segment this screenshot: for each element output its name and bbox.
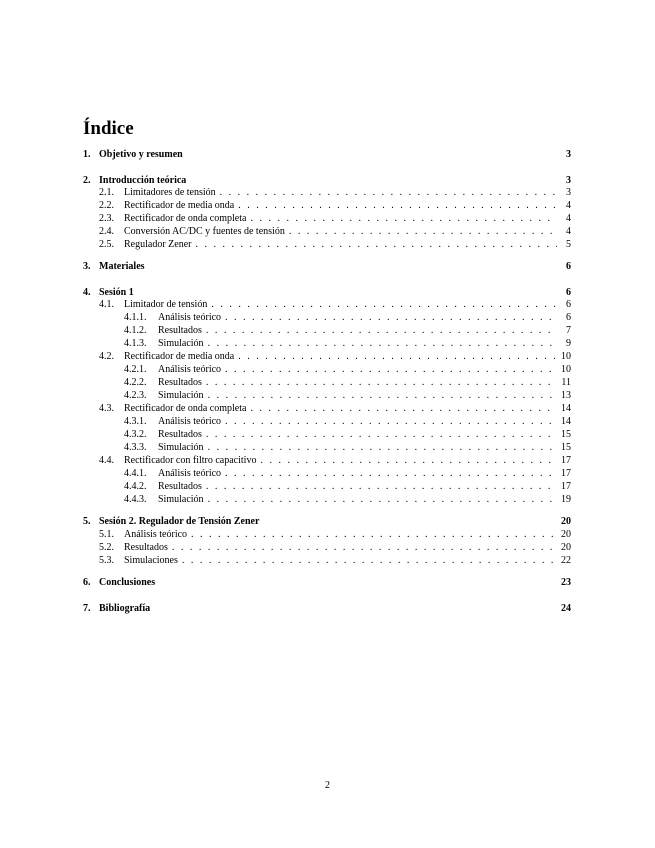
toc-entry-page: 19: [561, 494, 571, 505]
toc-entry-page: 10: [561, 364, 571, 375]
toc-entry-number: 4.1.: [99, 299, 114, 310]
toc-entry-label: Bibliografía: [99, 603, 151, 614]
toc-entry-number: 4.2.1.: [124, 364, 147, 375]
toc-entry-page: 4: [566, 200, 571, 211]
toc-entry-page: 5: [566, 239, 571, 250]
toc-entry-page: 17: [561, 481, 571, 492]
toc-leader-dots: [250, 402, 557, 415]
toc-entry-page: 14: [561, 416, 571, 427]
toc-entry-page: 3: [566, 187, 571, 198]
toc-entry-number: 5.: [83, 516, 91, 527]
toc-entry[interactable]: [83, 441, 571, 454]
toc-entry[interactable]: [83, 337, 571, 350]
toc-entry[interactable]: [83, 225, 571, 238]
toc-entry-label: Limitadores de tensión: [124, 187, 216, 198]
page-number: 2: [325, 780, 330, 791]
toc-entry-number: 4.1.2.: [124, 325, 147, 336]
toc-leader-dots: [172, 541, 557, 554]
toc-entry-number: 2.4.: [99, 226, 114, 237]
toc-entry-page: 4: [566, 213, 571, 224]
toc-entry[interactable]: [83, 298, 571, 311]
toc-entry-number: 2.3.: [99, 213, 114, 224]
toc-entry-number: 2.5.: [99, 239, 114, 250]
toc-entry-label: Resultados: [158, 377, 202, 388]
toc-leader-dots: [238, 350, 557, 363]
toc-entry-number: 2.1.: [99, 187, 114, 198]
toc-entry-number: 5.2.: [99, 542, 114, 553]
toc-entry[interactable]: [83, 528, 571, 541]
toc-entry-label: Regulador Zener: [124, 239, 192, 250]
toc-entry-number: 2.2.: [99, 200, 114, 211]
toc-entry-page: 23: [561, 577, 571, 588]
toc-entry-page: 9: [566, 338, 571, 349]
toc-leader-dots: [225, 363, 557, 376]
toc-entry-page: 7: [566, 325, 571, 336]
toc-entry-label: Análisis teórico: [158, 468, 222, 479]
toc-leader-dots: [208, 389, 557, 402]
toc-leader-dots: [206, 480, 557, 493]
toc-entry[interactable]: [83, 428, 571, 441]
toc-entry-label: Análisis teórico: [158, 416, 222, 427]
toc-entry-page: 6: [566, 261, 571, 272]
toc-entry[interactable]: [83, 467, 571, 480]
toc-entry-page: 13: [561, 390, 571, 401]
toc-entry-label: Análisis teórico: [124, 529, 188, 540]
toc-entry-label: Resultados: [158, 325, 202, 336]
toc-leader-dots: [211, 298, 557, 311]
toc-entry-page: 3: [566, 175, 571, 186]
toc-entry[interactable]: [83, 350, 571, 363]
toc-entry[interactable]: [83, 515, 571, 528]
toc-entry-label: Limitador de tensión: [124, 299, 208, 310]
toc-entry[interactable]: [83, 238, 571, 251]
toc-entry-label: Conclusiones: [99, 577, 156, 588]
toc-entry-number: 1.: [83, 149, 91, 160]
toc-entry[interactable]: [83, 148, 571, 161]
toc-entry-label: Introducción teórica: [99, 175, 187, 186]
toc-leader-dots: [289, 225, 557, 238]
toc-entry-label: Rectificador de onda completa: [124, 213, 247, 224]
toc-entry-page: 24: [561, 603, 571, 614]
toc-entry-page: 17: [561, 455, 571, 466]
toc-entry-label: Resultados: [124, 542, 168, 553]
toc-entry-number: 4.2.: [99, 351, 114, 362]
toc-entry[interactable]: [83, 602, 571, 615]
toc-leader-dots: [208, 337, 557, 350]
toc-leader-dots: [208, 493, 557, 506]
toc-entry-number: 4.2.3.: [124, 390, 147, 401]
toc-leader-dots: [195, 238, 557, 251]
toc-entry-page: 6: [566, 287, 571, 298]
toc-entry[interactable]: [83, 576, 571, 589]
toc-leader-dots: [238, 199, 557, 212]
toc-entry-number: 6.: [83, 577, 91, 588]
toc-leader-dots: [206, 376, 557, 389]
toc-entry-page: 4: [566, 226, 571, 237]
toc-entry-page: 20: [561, 542, 571, 553]
toc-leader-dots: [191, 528, 557, 541]
toc-entry[interactable]: [83, 260, 571, 273]
toc-entry-page: 14: [561, 403, 571, 414]
toc-entry-label: Materiales: [99, 261, 145, 272]
toc-entry-number: 5.1.: [99, 529, 114, 540]
toc-entry[interactable]: [83, 212, 571, 225]
toc-entry[interactable]: [83, 376, 571, 389]
toc-entry-page: 11: [561, 377, 571, 388]
toc-entry-label: Sesión 1: [99, 287, 134, 298]
toc-entry-label: Objetivo y resumen: [99, 149, 183, 160]
toc-entry-number: 4.4.3.: [124, 494, 147, 505]
toc-entry-label: Sesión 2. Regulador de Tensión Zener: [99, 516, 260, 527]
toc-entry-number: 4.1.3.: [124, 338, 147, 349]
toc-entry-page: 3: [566, 149, 571, 160]
toc-entry-label: Simulación: [158, 338, 204, 349]
toc-entry-number: 4.3.1.: [124, 416, 147, 427]
toc-entry-number: 4.1.1.: [124, 312, 147, 323]
toc-leader-dots: [182, 554, 557, 567]
toc-entry-number: 4.4.1.: [124, 468, 147, 479]
toc-entry-number: 4.3.: [99, 403, 114, 414]
toc-entry-label: Simulación: [158, 442, 204, 453]
toc-leader-dots: [206, 324, 557, 337]
toc-entry-page: 15: [561, 442, 571, 453]
toc-entry-label: Rectificador de onda completa: [124, 403, 247, 414]
toc-entry[interactable]: [83, 389, 571, 402]
toc-entry-page: 17: [561, 468, 571, 479]
toc-entry[interactable]: [83, 311, 571, 324]
toc-entry-page: 20: [561, 529, 571, 540]
toc-entry-number: 5.3.: [99, 555, 114, 566]
toc-leader-dots: [250, 212, 557, 225]
toc-entry-label: Rectificador de media onda: [124, 200, 235, 211]
toc-leader-dots: [225, 467, 557, 480]
toc-entry-page: 6: [566, 299, 571, 310]
toc-entry-number: 3.: [83, 261, 91, 272]
toc-entry[interactable]: [83, 324, 571, 337]
toc-entry[interactable]: [83, 454, 571, 467]
toc-entry[interactable]: [83, 480, 571, 493]
toc-leader-dots: [220, 186, 557, 199]
toc-entry-number: 4.3.3.: [124, 442, 147, 453]
toc-entry-page: 15: [561, 429, 571, 440]
toc-entry[interactable]: [83, 554, 571, 567]
toc-entry-number: 4.2.2.: [124, 377, 147, 388]
toc-entry[interactable]: [83, 186, 571, 199]
toc-entry-number: 4.: [83, 287, 91, 298]
toc-entry-label: Análisis teórico: [158, 364, 222, 375]
toc-entry[interactable]: [83, 493, 571, 506]
toc-entry-number: 7.: [83, 603, 91, 614]
toc-entry[interactable]: [83, 541, 571, 554]
toc-entry-label: Análisis teórico: [158, 312, 222, 323]
toc-entry[interactable]: [83, 415, 571, 428]
toc-entry[interactable]: [83, 363, 571, 376]
toc-entry-label: Simulación: [158, 494, 204, 505]
page-title: Índice: [83, 118, 134, 139]
toc-entry[interactable]: [83, 199, 571, 212]
toc-entry-number: 4.3.2.: [124, 429, 147, 440]
toc-entry-label: Rectificador de media onda: [124, 351, 235, 362]
toc-entry-number: 4.4.2.: [124, 481, 147, 492]
toc-entry[interactable]: [83, 402, 571, 415]
toc-entry-label: Simulaciones: [124, 555, 178, 566]
toc-entry-number: 2.: [83, 175, 91, 186]
toc-entry-page: 6: [566, 312, 571, 323]
toc-entry-label: Rectificador con filtro capacitivo: [124, 455, 257, 466]
toc-leader-dots: [225, 311, 557, 324]
toc-entry-page: 20: [561, 516, 571, 527]
toc-entry-label: Resultados: [158, 481, 202, 492]
toc-leader-dots: [260, 454, 557, 467]
toc-leader-dots: [225, 415, 557, 428]
toc-entry-page: 10: [561, 351, 571, 362]
toc-leader-dots: [206, 428, 557, 441]
toc-leader-dots: [208, 441, 557, 454]
toc-entry-label: Conversión AC/DC y fuentes de tensión: [124, 226, 285, 237]
toc-entry-label: Resultados: [158, 429, 202, 440]
toc-entry-page: 22: [561, 555, 571, 566]
toc-entry-label: Simulación: [158, 390, 204, 401]
toc-entry-number: 4.4.: [99, 455, 114, 466]
